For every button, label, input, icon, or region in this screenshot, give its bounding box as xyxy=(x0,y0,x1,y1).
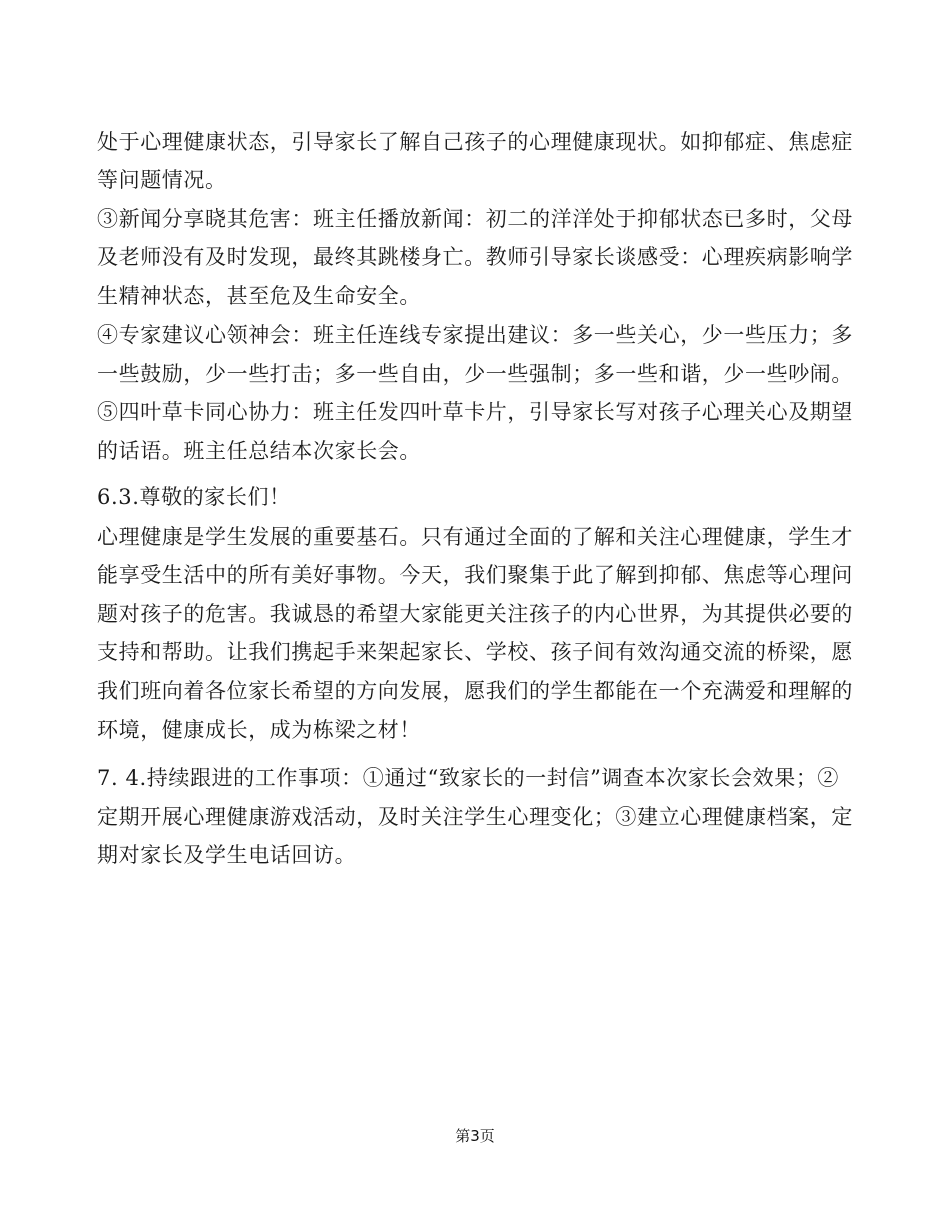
page-number: 第3页 xyxy=(455,1127,495,1145)
body-line: 期对家长及学生电话回访。 xyxy=(97,843,357,867)
body-line: 支持和帮助。让我们携起手来架起家长、学校、孩子间有效沟通交流的桥梁，愿 xyxy=(97,640,853,664)
body-line: 环境，健康成长，成为栋梁之材！ xyxy=(97,718,421,742)
body-line: ④专家建议心领神会：班主任连线专家提出建议：多一些关心，少一些压力；多 xyxy=(97,323,853,347)
body-line: 我们班向着各位家长希望的方向发展，愿我们的学生都能在一个充满爱和理解的 xyxy=(97,679,853,703)
body-line: 的话语。班主任总结本次家长会。 xyxy=(97,439,421,463)
body-line: 心理健康是学生发展的重要基石。只有通过全面的了解和关注心理健康，学生才 xyxy=(97,525,853,549)
body-line: ⑤四叶草卡同心协力：班主任发四叶草卡片，引导家长写对孩子心理关心及期望 xyxy=(97,400,853,424)
body-line: 等问题情况。 xyxy=(97,168,227,192)
body-line: ③新闻分享晓其危害：班主任播放新闻：初二的洋洋处于抑郁状态已多时，父母 xyxy=(97,207,853,231)
body-line: 及老师没有及时发现，最终其跳楼身亡。教师引导家长谈感受：心理疾病影响学 xyxy=(97,245,853,269)
body-line: 题对孩子的危害。我诚恳的希望大家能更关注孩子的内心世界，为其提供必要的 xyxy=(97,602,853,626)
body-line: 7. 4.持续跟进的工作事项：①通过“致家长的一封信”调查本次家长会效果；② xyxy=(97,766,840,790)
body-line: 处于心理健康状态，引导家长了解自己孩子的心理健康现状。如抑郁症、焦虑症 xyxy=(97,130,853,154)
body-line: 定期开展心理健康游戏活动，及时关注学生心理变化；③建立心理健康档案，定 xyxy=(97,805,853,829)
body-line: 一些鼓励，少一些打击；多一些自由，少一些强制；多一些和谐，少一些吵闹。 xyxy=(97,362,853,386)
section-heading: 6.3.尊敬的家长们！ xyxy=(97,485,291,509)
body-line: 生精神状态，甚至危及生命安全。 xyxy=(97,284,421,308)
body-line: 能享受生活中的所有美好事物。今天，我们聚集于此了解到抑郁、焦虑等心理问 xyxy=(97,563,853,587)
